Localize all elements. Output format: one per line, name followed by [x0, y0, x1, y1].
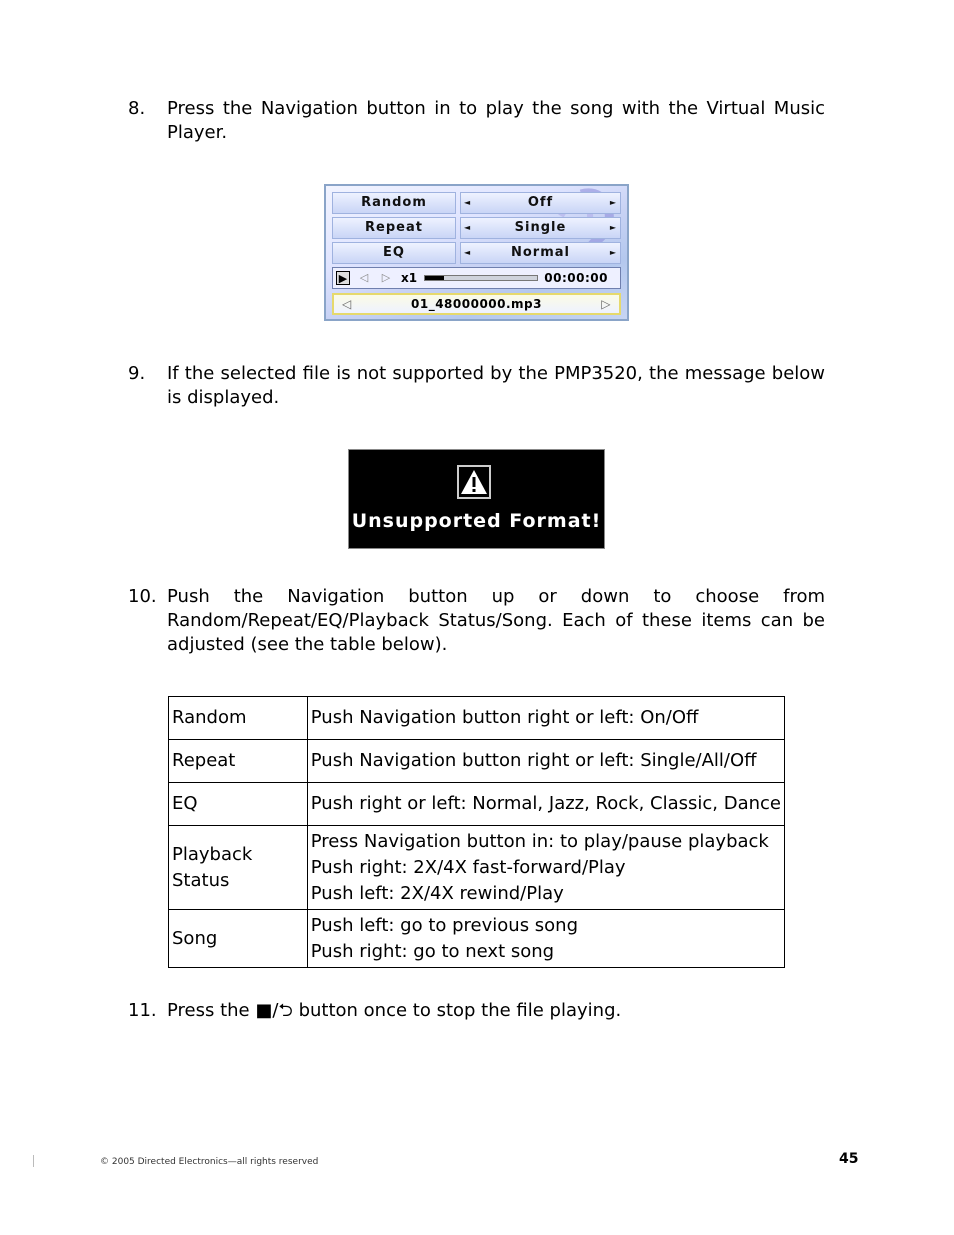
- table-desc: [307, 783, 784, 826]
- step-text: Press the Navigation button in to play the song with the Virtual Music Player.: [167, 98, 825, 143]
- table-row: [169, 910, 785, 968]
- table-desc: [307, 697, 784, 740]
- desc-line: Press Navigation button in: to play/pause playback: [310, 830, 769, 852]
- table-item: Song: [169, 910, 308, 968]
- arrow-right-icon: ►: [609, 198, 617, 207]
- table-item: Playback Status: [169, 826, 308, 910]
- table-desc: [307, 740, 784, 783]
- controls-table: [168, 696, 785, 968]
- player-row-eq[interactable]: [332, 242, 621, 264]
- playback-speed: x1: [401, 271, 418, 285]
- step-number: 11.: [128, 1000, 157, 1021]
- step-number: 10.: [128, 586, 157, 607]
- table-row: [169, 826, 785, 910]
- arrow-right-icon: ►: [609, 248, 617, 257]
- elapsed-time: 00:00:00: [544, 271, 608, 285]
- table-item: Repeat: [169, 740, 308, 783]
- song-filename: 01_48000000.mp3: [411, 297, 542, 311]
- margin-mark: [33, 1155, 34, 1167]
- table-desc: [307, 826, 784, 910]
- page-number: 45: [839, 1151, 859, 1167]
- table-desc: [307, 910, 784, 968]
- player-value-text: Single: [514, 220, 567, 235]
- desc-line: Push left: go to previous song: [310, 914, 579, 936]
- progress-bar[interactable]: [424, 275, 538, 281]
- arrow-right-icon: ▷: [601, 297, 611, 311]
- copyright-footer: © 2005 Directed Electronics—all rights reserved: [100, 1157, 319, 1167]
- player-value-text: Normal: [511, 245, 570, 260]
- previous-icon[interactable]: ◁: [359, 271, 369, 284]
- player-label: EQ: [332, 242, 456, 264]
- next-icon[interactable]: ▷: [381, 271, 391, 284]
- unsupported-message: Unsupported Format!: [351, 510, 602, 532]
- virtual-music-player: [324, 184, 629, 321]
- step-text: If the selected file is not supported by the PMP3520, the message below is displayed.: [167, 363, 825, 408]
- desc-line: Push Navigation button right or left: Single/All/Off: [310, 750, 757, 771]
- table-item: Random: [169, 697, 308, 740]
- table-row: [169, 783, 785, 826]
- player-row-repeat[interactable]: [332, 217, 621, 239]
- player-value-text: Off: [527, 195, 554, 210]
- progress-fill: [425, 276, 444, 280]
- player-label: Random: [332, 192, 456, 214]
- step-text: Press the ■/⮌ button once to stop the file playing.: [167, 1000, 622, 1021]
- player-value[interactable]: [460, 242, 621, 264]
- table-row: [169, 740, 785, 783]
- step-text: Push the Navigation button up or down to choose from Random/Repeat/EQ/Playback Status/Song. Each of these items can be adjusted (see the table below).: [167, 586, 825, 655]
- arrow-left-icon: ◄: [464, 223, 472, 232]
- arrow-left-icon: ◄: [464, 248, 472, 257]
- player-row-random[interactable]: [332, 192, 621, 214]
- player-value[interactable]: [460, 217, 621, 239]
- unsupported-format-dialog: [348, 449, 605, 549]
- player-label: Repeat: [332, 217, 456, 239]
- warning-icon: [457, 465, 491, 499]
- desc-line: Push left: 2X/4X rewind/Play: [310, 882, 564, 904]
- table-row: [169, 697, 785, 740]
- desc-line: Push right or left: Normal, Jazz, Rock, Classic, Dance: [310, 793, 781, 814]
- song-selector[interactable]: [332, 293, 621, 315]
- table-item: EQ: [169, 783, 308, 826]
- desc-line: Push right: 2X/4X fast-forward/Play: [310, 856, 626, 878]
- playback-status-bar[interactable]: [332, 267, 621, 289]
- play-icon[interactable]: ▶: [336, 271, 350, 285]
- arrow-right-icon: ►: [609, 223, 617, 232]
- player-value[interactable]: [460, 192, 621, 214]
- step-number: 9.: [128, 363, 146, 384]
- desc-line: Push Navigation button right or left: On/Off: [310, 707, 699, 728]
- step-number: 8.: [128, 98, 146, 119]
- desc-line: Push right: go to next song: [310, 940, 555, 962]
- arrow-left-icon: ◁: [342, 297, 352, 311]
- arrow-left-icon: ◄: [464, 198, 472, 207]
